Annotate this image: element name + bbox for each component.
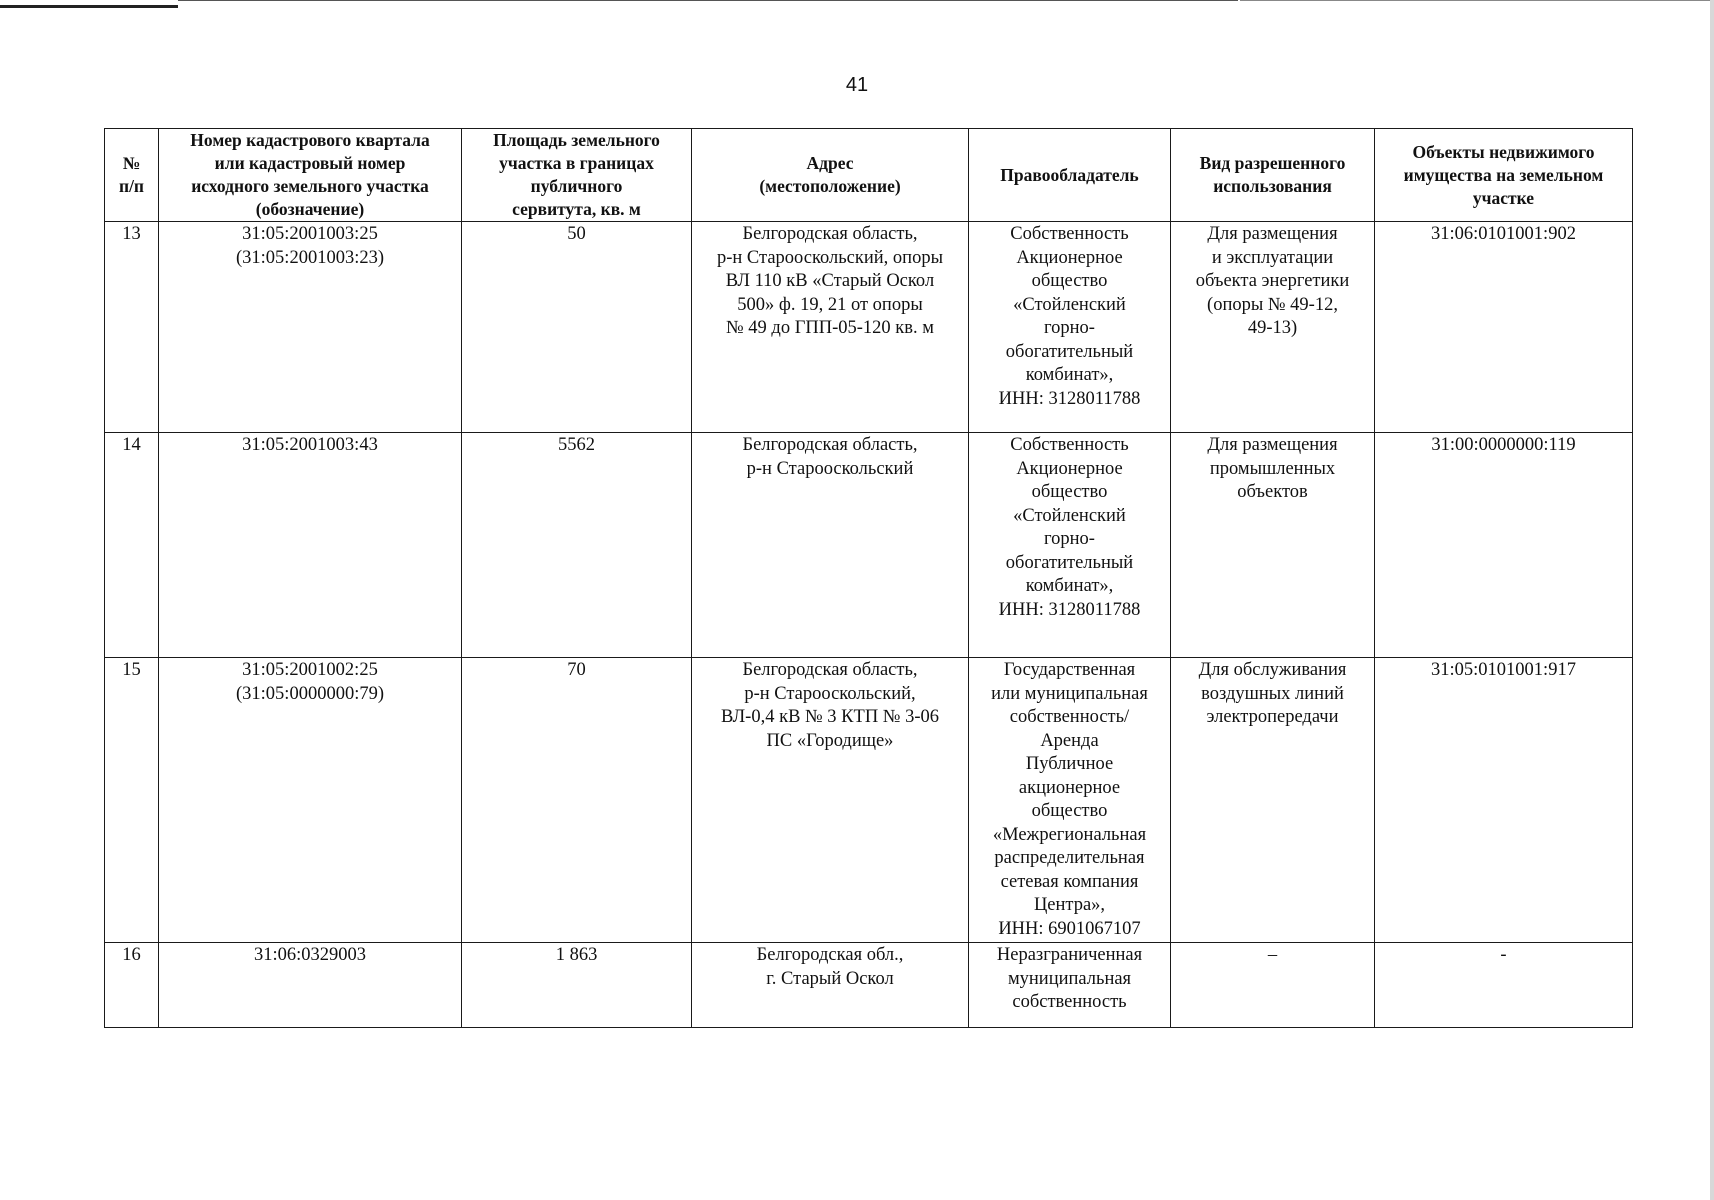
cell-area: 5562 xyxy=(462,433,692,658)
cell-owner: Собственность Акционерное общество «Стойленский горно- обогатительный комбинат», ИНН: 3128011788 xyxy=(969,222,1171,433)
table-header-row xyxy=(105,129,1633,222)
cell-area: 1 863 xyxy=(462,943,692,1028)
cell-cadastral: 31:05:2001003:43 xyxy=(159,433,462,658)
header-area: Площадь земельного участка в границах публичного сервитута, кв. м xyxy=(462,129,692,222)
cell-cadastral: 31:05:2001002:25 (31:05:0000000:79) xyxy=(159,658,462,943)
cell-objects: 31:00:0000000:119 xyxy=(1375,433,1633,658)
easement-table xyxy=(104,128,1633,1028)
table-row xyxy=(105,433,1633,658)
cell-use: Для размещения промышленных объектов xyxy=(1171,433,1375,658)
cell-address: Белгородская область, р-н Старооскольский xyxy=(692,433,969,658)
table-row xyxy=(105,222,1633,433)
table-row xyxy=(105,658,1633,943)
cell-cadastral: 31:06:0329003 xyxy=(159,943,462,1028)
cell-objects: 31:05:0101001:917 xyxy=(1375,658,1633,943)
page-number: 41 xyxy=(845,74,869,96)
scan-artifact-line xyxy=(1240,0,1714,1)
header-address: Адрес (местоположение) xyxy=(692,129,969,222)
cell-owner: Неразграниченная муниципальная собственность xyxy=(969,943,1171,1028)
cell-use: Для обслуживания воздушных линий электропередачи xyxy=(1171,658,1375,943)
header-use: Вид разрешенного использования xyxy=(1171,129,1375,222)
cell-objects: 31:06:0101001:902 xyxy=(1375,222,1633,433)
header-objects: Объекты недвижимого имущества на земельном участке xyxy=(1375,129,1633,222)
cell-num: 15 xyxy=(105,658,159,943)
cell-num: 16 xyxy=(105,943,159,1028)
cell-num: 14 xyxy=(105,433,159,658)
cell-address: Белгородская область, р-н Старооскольский, ВЛ-0,4 кВ № 3 КТП № 3-06 ПС «Городище» xyxy=(692,658,969,943)
header-cadastral: Номер кадастрового квартала или кадастровый номер исходного земельного участка (обозначение) xyxy=(159,129,462,222)
cell-num: 13 xyxy=(105,222,159,433)
header-num: № п/п xyxy=(105,129,159,222)
cell-cadastral: 31:05:2001003:25 (31:05:2001003:23) xyxy=(159,222,462,433)
header-owner: Правообладатель xyxy=(969,129,1171,222)
scan-artifact-line xyxy=(0,5,178,8)
cell-address: Белгородская обл., г. Старый Оскол xyxy=(692,943,969,1028)
cell-objects: - xyxy=(1375,943,1633,1028)
table-row xyxy=(105,943,1633,1028)
cell-area: 70 xyxy=(462,658,692,943)
cell-area: 50 xyxy=(462,222,692,433)
cell-owner: Собственность Акционерное общество «Стойленский горно- обогатительный комбинат», ИНН: 3128011788 xyxy=(969,433,1171,658)
cell-use: – xyxy=(1171,943,1375,1028)
scan-artifact-edge xyxy=(1710,0,1714,1200)
scan-artifact-line xyxy=(178,0,1238,1)
cell-use: Для размещения и эксплуатации объекта энергетики (опоры № 49-12, 49-13) xyxy=(1171,222,1375,433)
cell-owner: Государственная или муниципальная собственность/ Аренда Публичное акционерное общество «Межрегиональная распределительная сетевая компания Центра», ИНН: 6901067107 xyxy=(969,658,1171,943)
cell-address: Белгородская область, р-н Старооскольский, опоры ВЛ 110 кВ «Старый Оскол 500» ф. 19, 21 от опоры № 49 до ГПП-05-120 кв. м xyxy=(692,222,969,433)
